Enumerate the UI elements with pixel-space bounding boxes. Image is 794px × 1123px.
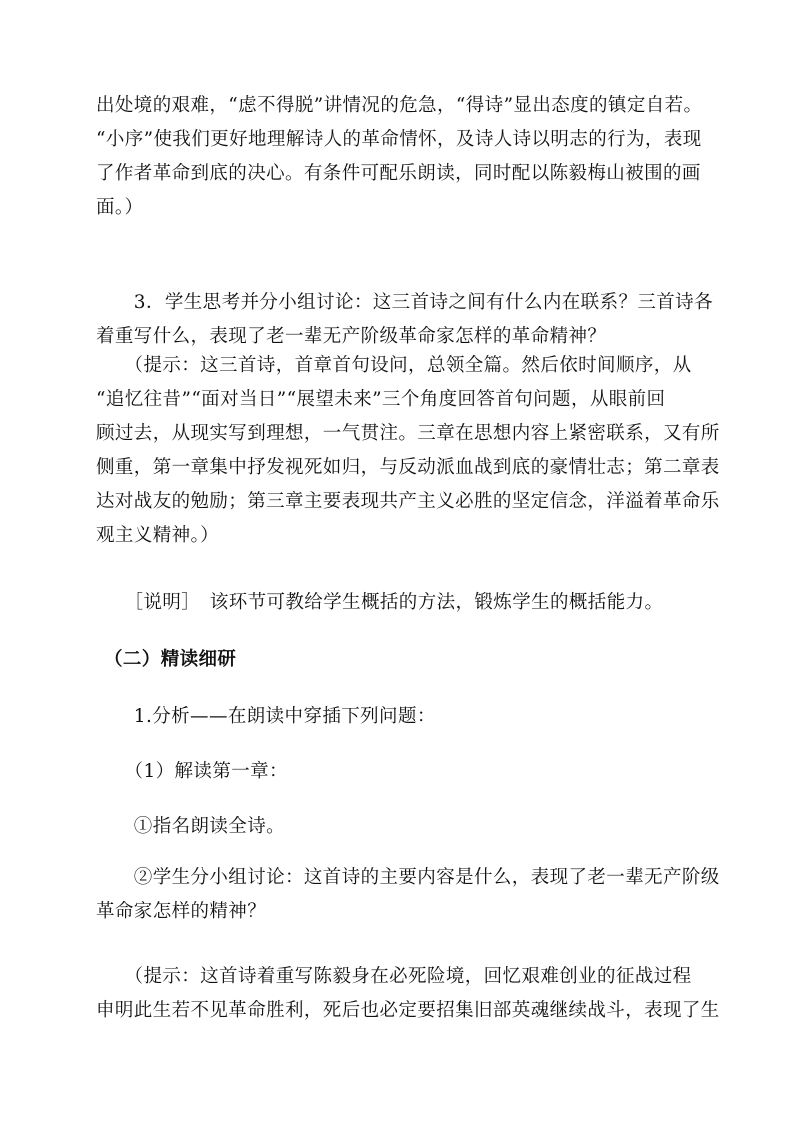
text-line: 1.分析——在朗读中穿插下列问题： [96, 706, 436, 727]
text-line: 达对战友的勉励；第三章主要表现共产主义必胜的坚定信念，洋溢着革命乐 [96, 491, 720, 512]
paragraph-hint-three-poems [96, 349, 720, 553]
paragraph-discussion-question-3 [96, 286, 716, 354]
paragraph-hint-chapter-one [96, 960, 720, 1028]
paragraph-note [96, 586, 716, 620]
text-line: 着重写什么，表现了老一辈无产阶级革命家怎样的革命精神？ [96, 326, 607, 347]
text-line: “追忆往昔”“面对当日”“展望未来”三个角度回答首句问题，从眼前回 [96, 389, 666, 410]
paragraph-poem-preface-explanation [96, 89, 716, 225]
text-line: 革命家怎样的精神？ [96, 901, 267, 922]
text-line: “小序”使我们更好地理解诗人的革命情怀，及诗人诗以明志的行为，表现 [96, 129, 702, 150]
text-line: 申明此生若不见革命胜利，死后也必定要招集旧部英魂继续战斗，表现了生 [96, 1000, 720, 1021]
section-heading [104, 643, 724, 677]
heading-text: （二）精读细研 [104, 649, 237, 670]
text-line: 观主义精神。） [96, 525, 220, 546]
paragraph-group-discussion [96, 861, 720, 929]
text-line: （提示：这三首诗，首章首句设问，总领全篇。然后依时间顺序，从 [96, 355, 692, 376]
paragraph-analysis-step [96, 700, 716, 734]
text-line: （提示：这首诗着重写陈毅身在必死险境，回忆艰难创业的征战过程 [96, 966, 692, 987]
text-line: 出处境的艰难，“虑不得脱”讲情况的危急，“得诗”显出态度的镇定自若。 [96, 95, 703, 116]
text-line: （1）解读第一章： [96, 761, 288, 782]
text-line: 了作者革命到底的决心。有条件可配乐朗读，同时配以陈毅梅山被围的画 [96, 163, 701, 184]
paragraph-read-aloud [96, 810, 716, 844]
text-line: 3．学生思考并分小组讨论：这三首诗之间有什么内在联系？三首诗各 [96, 292, 713, 313]
text-line: ［说明］ 该环节可教给学生概括的方法，锻炼学生的概括能力。 [96, 592, 664, 613]
text-line: 顾过去，从现实写到理想，一气贯注。三章在思想内容上紧密联系，又有所 [96, 423, 720, 444]
text-line: 面。） [96, 197, 144, 218]
paragraph-chapter-one [96, 755, 716, 789]
text-line: 侧重，第一章集中抒发视死如归，与反动派血战到底的豪情壮志；第二章表 [96, 457, 720, 478]
text-line: ①指名朗读全诗。 [96, 816, 286, 837]
text-line: ②学生分小组讨论：这首诗的主要内容是什么，表现了老一辈无产阶级 [96, 867, 720, 888]
